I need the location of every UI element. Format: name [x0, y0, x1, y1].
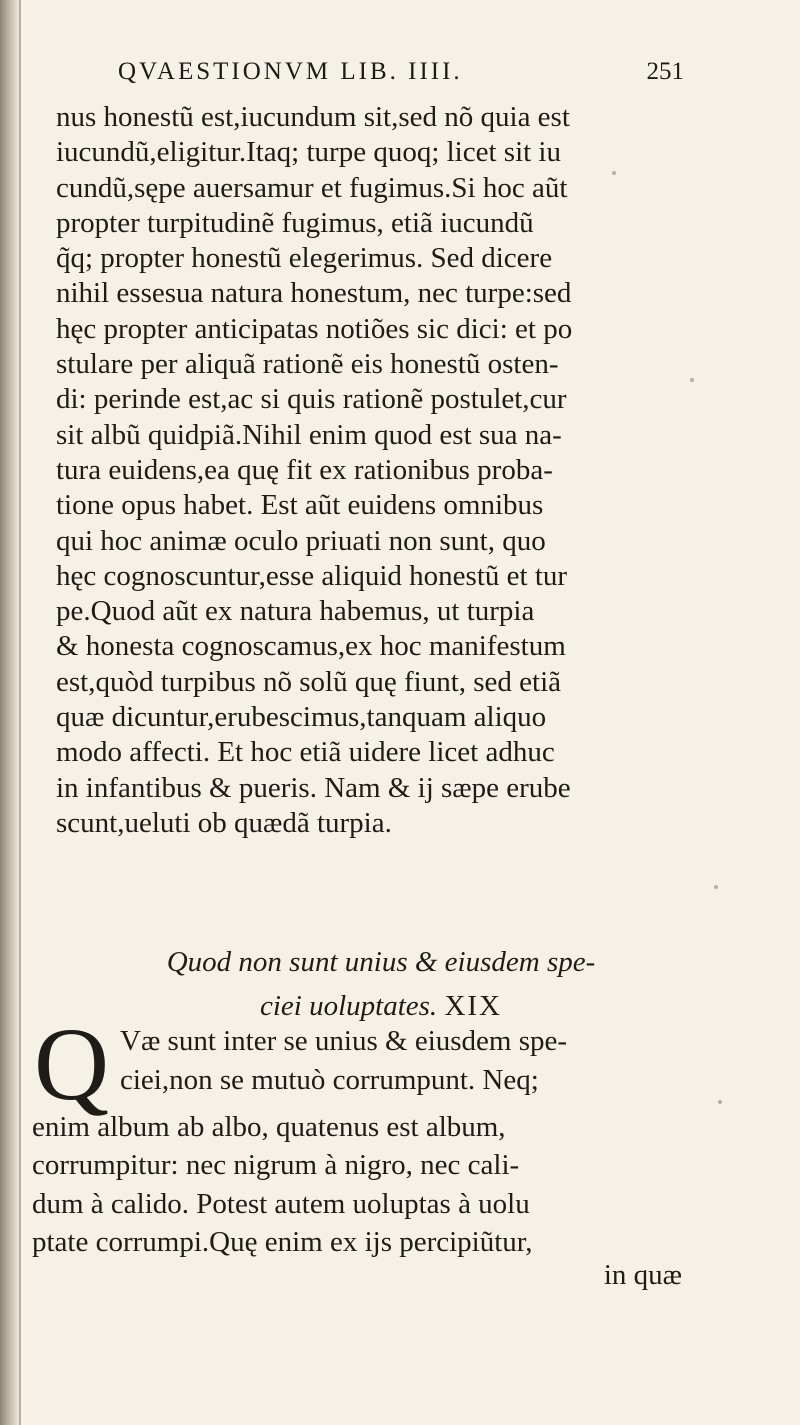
- text-line: quæ dicuntur,erubescimus,tanquam aliquo: [56, 701, 547, 734]
- text-line: dum à calido. Potest autem uoluptas à uolu: [32, 1187, 530, 1220]
- chapter-heading: [56, 940, 706, 1028]
- text-line: & honesta cognoscamus,ex hoc manifestum: [56, 630, 566, 663]
- chapter-heading-line: [56, 984, 706, 1028]
- drop-cap-initial: Q: [34, 1007, 110, 1122]
- chapter-heading-line: Quod non sunt unius & eiusdem spe‑: [166, 946, 596, 978]
- text-line: est,quòd turpibus nõ solũ quę fiunt, sed etiã: [56, 665, 562, 698]
- page-number: 251: [646, 58, 684, 85]
- text-line: q̃q; propter honestũ elegerimus. Sed dicere: [56, 242, 553, 275]
- text-line: ptate corrumpi.Quę enim ex ijs percipiũtur,: [32, 1225, 533, 1258]
- text-line: nus honestũ est,iucundum sit,sed nõ quia est: [56, 101, 570, 133]
- text-line: in infantibus & pueris. Nam & ij sæpe erube: [56, 771, 571, 804]
- text-line: hęc propter anticipatas notiões sic dici: et po: [56, 312, 573, 345]
- text-line: corrumpitur: nec nigrum à nigro, nec cali‑: [32, 1149, 520, 1182]
- page-header: [118, 58, 708, 98]
- text-line: di: perinde est,ac si quis rationẽ postulet,cur: [56, 383, 567, 416]
- ink-speck: [690, 378, 694, 382]
- ink-speck: [718, 1100, 722, 1104]
- text-line: propter turpitudinẽ fugimus, etiã iucundũ: [56, 206, 534, 239]
- text-line: tione opus habet. Est aũt euidens omnibus: [56, 489, 544, 522]
- text-line: pe.Quod aũt ex natura habemus, ut turpia: [56, 595, 535, 628]
- catchword: in quæ: [603, 1259, 682, 1291]
- chapter-heading-text: ciei uoluptates.: [260, 990, 438, 1022]
- text-line: qui hoc animæ oculo priuati non sunt, quo: [56, 524, 546, 557]
- chapter-number: XIX: [444, 990, 502, 1022]
- drop-cap-text-line: ciei,non se mutuò corrumpunt. Neq;: [120, 1064, 539, 1096]
- running-head: QVAESTIONVM LIB. IIII.: [118, 58, 463, 85]
- text-line: hęc cognoscuntur,esse aliquid honestũ et tur: [56, 559, 568, 592]
- ink-speck: [612, 171, 616, 175]
- text-line: enim album ab albo, quatenus est album,: [32, 1111, 506, 1143]
- binding-edge: [19, 0, 21, 1425]
- text-line: iucundũ,eligitur.Itaq; turpe quoq; licet sit iu: [56, 136, 561, 169]
- main-text-block: [56, 100, 706, 841]
- text-line: stulare per aliquã rationẽ eis honestũ osten‑: [56, 348, 559, 381]
- text-line: scunt,ueluti ob quædã turpia.: [56, 806, 392, 839]
- text-line: nihil essesua natura honestum, nec turpe:sed: [56, 277, 572, 310]
- chapter-text-block: [32, 1108, 702, 1261]
- text-line: tura euidens,ea quę fit ex rationibus proba‑: [56, 453, 553, 486]
- drop-cap-text-line: Væ sunt inter se unius & eiusdem spe‑: [120, 1025, 568, 1057]
- text-line: sit albũ quidpiã.Nihil enim quod est sua na‑: [56, 418, 562, 451]
- ink-speck: [714, 885, 718, 889]
- text-line: modo affecti. Et hoc etiã uidere licet adhuc: [56, 736, 555, 769]
- text-line: cundũ,sępe auersamur et fugimus.Si hoc aũt: [56, 171, 568, 204]
